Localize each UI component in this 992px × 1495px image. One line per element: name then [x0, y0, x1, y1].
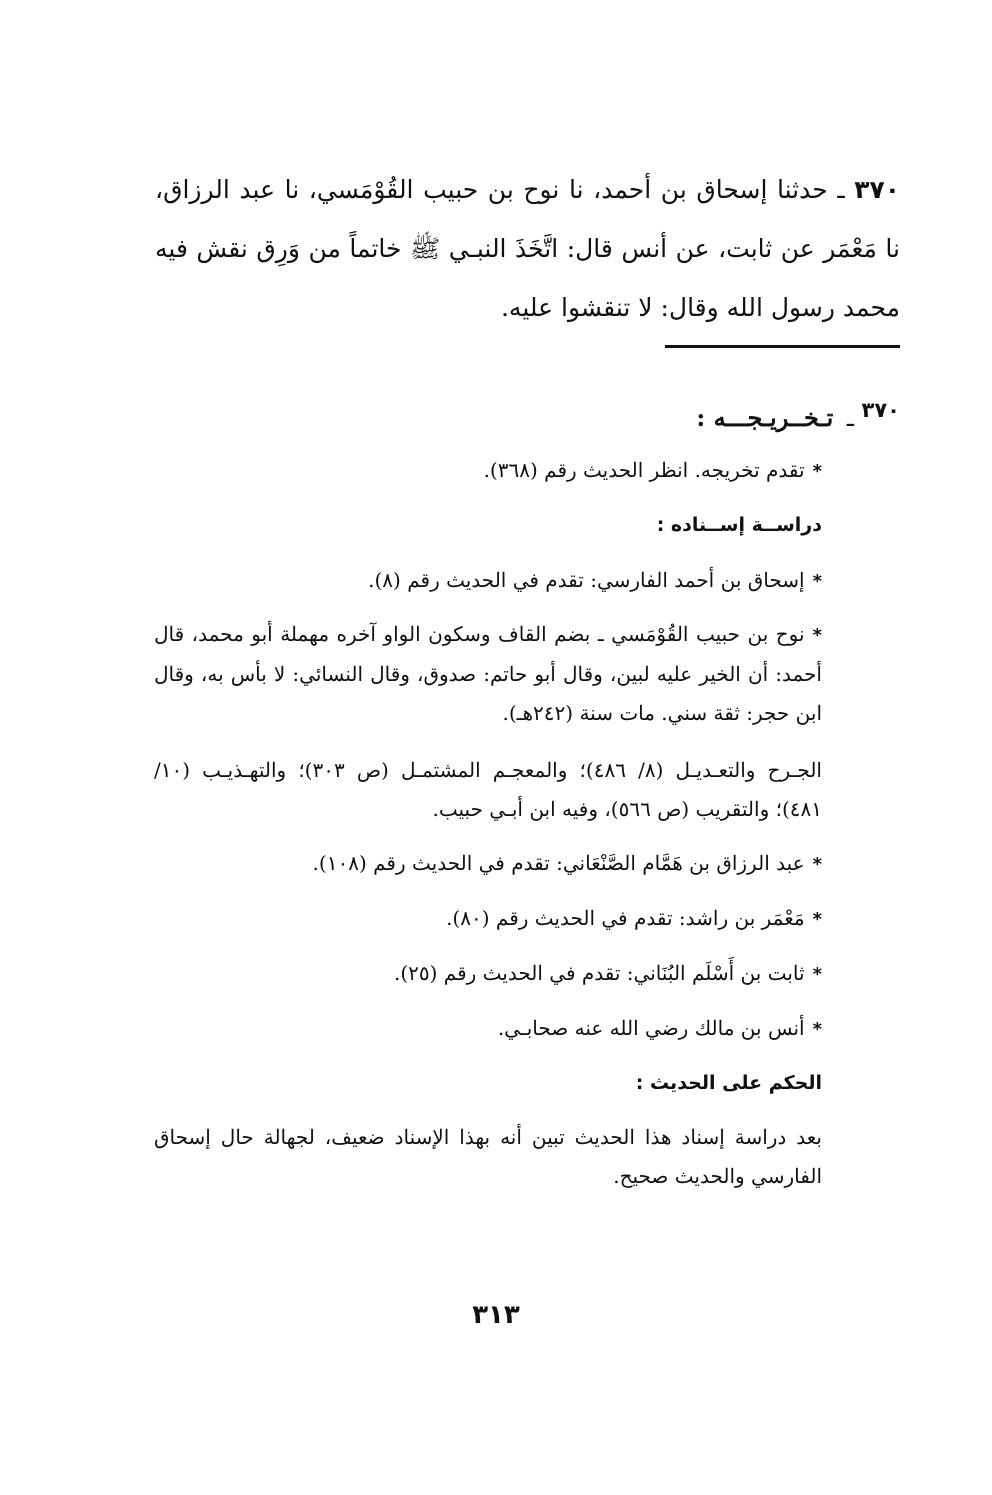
narrator-text: ثابت بن أَسْلَم البُنَاني: تقدم في الحديث رقم (٢٥).	[393, 961, 805, 985]
isnad-heading: دراســة إســناده :	[656, 514, 822, 536]
narrator-text: مَعْمَر بن راشد: تقدم في الحديث رقم (٨٠).	[446, 906, 805, 930]
narrator-text: أنس بن مالك رضي الله عنه صحابـي.	[497, 1016, 805, 1040]
narrator-item	[154, 560, 822, 601]
hadith-number: ٣٧٠	[854, 175, 901, 204]
hadith-dash: ـ	[827, 175, 855, 204]
narrator-text: نوح بن حبيب القُوْمَسي ـ بضم القاف وسكون الواو آخره مهملة أبو محمد، قال أحمد: أن الخير عليه لبين، وقال أبو حاتم: صدوق، وقال النسائي: لا بأس به، وقال ابن حجر: ثقة سني. مات سنة (٢٤٢هـ).	[154, 622, 822, 725]
bullet-star: *	[812, 1019, 822, 1040]
bullet-star: *	[812, 964, 822, 985]
ruling-heading: الحكم على الحديث :	[635, 1072, 822, 1094]
takhrij-title: تـخــريـجـــه :	[696, 403, 834, 432]
takhrij-line	[154, 450, 822, 491]
ruling-paragraph: بعد دراسة إسناد هذا الحديث تبين أنه بهذا الإسناد ضعيف، لجهالة حال إسحاق الفارسي والحديث صحيح.	[154, 1125, 822, 1188]
narrator-item	[154, 1008, 822, 1049]
narrator-item	[154, 615, 822, 733]
narrator-text: عبد الرزاق بن هَمَّام الصَّنْعَاني: تقدم في الحديث رقم (١٠٨).	[312, 851, 805, 875]
footnote-separator	[665, 345, 900, 348]
takhrij-text: تقدم تخريجه. انظر الحديث رقم (٣٦٨).	[483, 458, 805, 482]
bullet-star: *	[812, 909, 822, 930]
hadith-text-block	[155, 160, 900, 337]
page-number: ٣١٣	[472, 1300, 520, 1330]
footnote-body	[154, 450, 822, 1196]
sources-paragraph: الجـرح والتعـديـل (٨/ ٤٨٦)؛ والمعجـم المشتمـل (ص ٣٠٣)؛ والتهـذيـب (١٠/ ٤٨١)؛ والتقريب (ص ٥٦٦)، وفيه ابن أبـي حبيب.	[154, 758, 822, 821]
bullet-star: *	[812, 571, 822, 592]
footnote-number: ٣٧٠	[861, 398, 900, 422]
footnote-dash: ـ	[839, 404, 862, 432]
bullet-star: *	[812, 461, 822, 482]
hadith-text: حدثنا إسحاق بن أحمد، نا نوح بن حبيب القُوْمَسي، نا عبد الرزاق، نا مَعْمَر عن ثابت، عن أنس قال: اتَّخَذَ النبـي ﷺ خاتماً من وَرِق نقش فيه محمد رسول الله وقال: لا تنقشوا عليه.	[155, 175, 900, 322]
bullet-star: *	[812, 854, 822, 875]
narrator-item	[154, 843, 822, 884]
bullet-star: *	[812, 625, 822, 646]
footnote-heading	[696, 390, 900, 438]
narrator-text: إسحاق بن أحمد الفارسي: تقدم في الحديث رقم (٨).	[368, 568, 805, 592]
narrator-item	[154, 953, 822, 994]
narrator-item	[154, 898, 822, 939]
